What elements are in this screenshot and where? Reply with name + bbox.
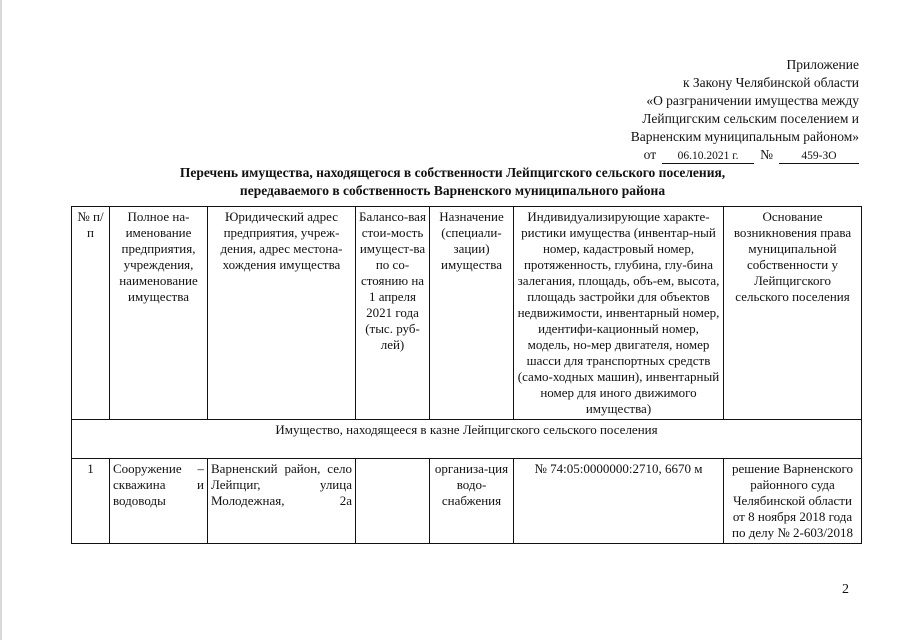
header-number: № п/п [72, 207, 110, 420]
row-characteristics: № 74:05:0000000:2710, 6670 м [514, 459, 724, 544]
title-line-1: Перечень имущества, находящегося в собственности Лейпцигского сельского поселения, [179, 165, 726, 180]
row-value [356, 459, 430, 544]
section-title: Имущество, находящееся в казне Лейпцигского сельского поселения [72, 420, 862, 459]
header-basis: Основание возникновения права муниципальной собственности у Лейпцигского сельского поселения [724, 207, 862, 420]
law-number: 459-ЗО [779, 149, 859, 164]
title-line-2: передаваемого в собственность Варненского муниципального района [239, 183, 666, 198]
row-address: Варненский район, село Лейпциг, улица Молодежная, 2а [208, 459, 356, 544]
header-name: Полное на-именование предприятия, учреждения, наименование имущества [110, 207, 208, 420]
header-characteristics: Индивидуализирующие характе-ристики имущества (инвентар-ный номер, кадастровый номер, протяженность, глубина, глу-бина залегания, площадь, объ-ем, высота, площадь застройки для объектов недвижимости, инвентарный номер, идентифи-кационный номер, модель, но-мер двигателя, номер шасси для транспортных средств (само-ходных машин), инвентарный номер для иного движимого имущества) [514, 207, 724, 420]
page-edge [0, 0, 2, 640]
appendix-line: Варненским муниципальным районом» [630, 129, 859, 144]
row-basis: решение Варненского районного суда Челябинской области от 8 ноября 2018 года по делу № 2-603/2018 [724, 459, 862, 544]
row-number: 1 [72, 459, 110, 544]
appendix-line: Приложение [786, 57, 859, 72]
row-purpose: организа-ция водо-снабжения [430, 459, 514, 544]
section-row [72, 420, 862, 459]
document-title [0, 164, 905, 200]
header-row [72, 207, 862, 420]
table-row [72, 459, 862, 544]
appendix-line: Лейпцигским сельским поселением и [642, 111, 859, 126]
header-value: Балансо-вая стои-мость имущест-ва по со-стоянию на 1 апреля 2021 года (тыс. руб-лей) [356, 207, 430, 420]
appendix-block [599, 56, 859, 164]
row-name: Сооружение – скважина и водоводы [110, 459, 208, 544]
law-date: 06.10.2021 г. [662, 149, 754, 164]
appendix-line: к Закону Челябинской области [682, 75, 859, 90]
page-number: 2 [842, 582, 849, 597]
header-address: Юридический адрес предприятия, учреж-дения, адрес местона-хождения имущества [208, 207, 356, 420]
law-date-number-line [599, 146, 859, 164]
number-label: № [760, 147, 773, 162]
appendix-line: «О разграничении имущества между [646, 93, 859, 108]
from-label: от [643, 147, 657, 162]
property-table [71, 206, 862, 544]
header-purpose: Назначение (специали-зации) имущества [430, 207, 514, 420]
